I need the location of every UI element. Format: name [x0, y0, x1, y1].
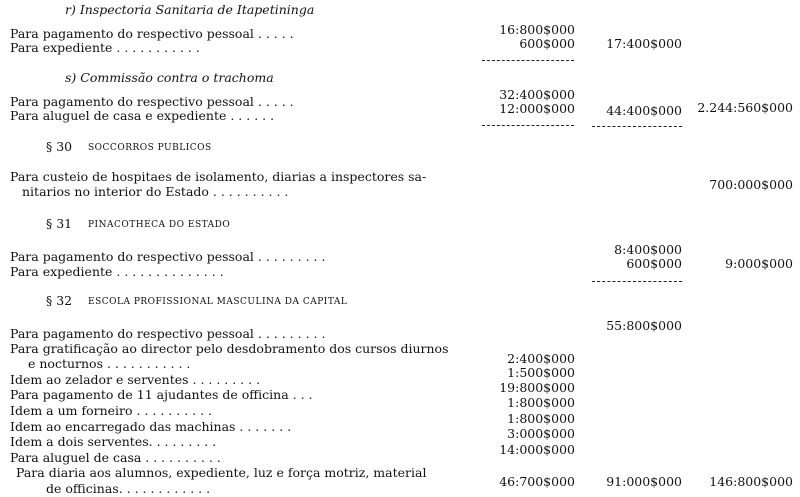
section-32-row-9-col1: 14:000$000: [499, 442, 575, 457]
section-32-row-1-col2: 55:800$000: [606, 318, 682, 333]
section-r-rule: [482, 60, 574, 61]
section-32-row-6-col1: 1:800$000: [507, 395, 575, 410]
section-r-row-2-col2: 17:400$000: [606, 36, 682, 51]
section-r-row-1-label: Para pagamento do respectivo pessoal . . . . .: [10, 26, 294, 41]
section-s-rule-1: [482, 125, 574, 126]
section-s-rule-2: [592, 126, 682, 127]
section-30-col3: 700:000$000: [709, 177, 793, 192]
section-r-row-2-col1: 600$000: [519, 36, 575, 51]
section-r-row-2-label: Para expediente . . . . . . . . . . .: [10, 40, 200, 55]
section-32-row-11-label: de officinas. . . . . . . . . . . .: [46, 481, 211, 496]
section-32-row-3-label: e nocturnos . . . . . . . . . . .: [28, 356, 191, 371]
section-31-row-2-label: Para expediente . . . . . . . . . . . . . .: [10, 264, 224, 279]
section-31-row-2-col3: 9:000$000: [725, 256, 793, 271]
section-32-row-4-col1: 1:500$000: [507, 365, 575, 380]
section-32-row-7-col1: 1:800$000: [507, 411, 575, 426]
section-r-heading: r) Inspectoria Sanitaria de Itapetininga: [65, 2, 315, 17]
section-s-row-2-col1: 12:000$000: [499, 101, 575, 116]
section-30-line-2: nitarios no interior do Estado . . . . . . . . . .: [22, 184, 289, 199]
section-30-title: SOCCORROS PUBLICOS: [88, 143, 212, 153]
section-s-row-2-col2: 44:400$000: [606, 103, 682, 118]
section-32-row-11-col2: 91:000$000: [606, 474, 682, 489]
section-32-row-10-label: Para diaria aos alumnos, expediente, luz e força motriz, material: [16, 465, 427, 480]
section-31-rule: [592, 281, 682, 282]
section-32-row-8-col1: 3:000$000: [507, 426, 575, 441]
section-31-row-1-col2: 8:400$000: [614, 242, 682, 257]
section-32-row-1-label: Para pagamento do respectivo pessoal . . . . . . . . .: [10, 326, 326, 341]
section-s-row-2-col3: 2.244:560$000: [697, 100, 793, 115]
section-32-row-4-label: Idem ao zelador e serventes . . . . . . . . .: [10, 372, 261, 387]
section-32-row-9-label: Para aluguel de casa . . . . . . . . . .: [10, 450, 221, 465]
section-32-row-11-col1: 46:700$000: [499, 474, 575, 489]
section-31-title: PINACOTHECA DO ESTADO: [88, 220, 231, 230]
section-32-row-8-label: Idem a dois serventes. . . . . . . . .: [10, 434, 217, 449]
section-32-row-11-col3: 146:800$000: [709, 474, 793, 489]
section-32-row-5-col1: 19:800$000: [499, 380, 575, 395]
section-32-title: ESCOLA PROFISSIONAL MASCULINA DA CAPITAL: [88, 297, 348, 307]
section-31-row-2-col2: 600$000: [626, 256, 682, 271]
section-32-row-2-label: Para gratificação ao director pelo desdobramento dos cursos diurnos: [10, 341, 449, 356]
section-32-row-5-label: Para pagamento de 11 ajudantes de officina . . .: [10, 387, 313, 402]
section-30-line-1: Para custeio de hospitaes de isolamento, diarias a inspectores sa-: [10, 169, 427, 184]
section-s-row-1-col1: 32:400$000: [499, 87, 575, 102]
section-r-row-1-col1: 16:800$000: [499, 22, 575, 37]
section-s-heading: s) Commissão contra o trachoma: [65, 70, 274, 85]
section-32-row-7-label: Idem ao encarregado das machinas . . . . . . .: [10, 419, 292, 434]
section-32-row-6-label: Idem a um forneiro . . . . . . . . . .: [10, 403, 213, 418]
section-32-number: § 32: [46, 293, 73, 308]
section-31-number: § 31: [46, 216, 73, 231]
section-32-row-3-col1: 2:400$000: [507, 351, 575, 366]
section-s-row-2-label: Para aluguel de casa e expediente . . . . . .: [10, 108, 275, 123]
section-s-row-1-label: Para pagamento do respectivo pessoal . . . . .: [10, 94, 294, 109]
section-31-row-1-label: Para pagamento do respectivo pessoal . . . . . . . . .: [10, 249, 326, 264]
section-30-number: § 30: [46, 139, 73, 154]
